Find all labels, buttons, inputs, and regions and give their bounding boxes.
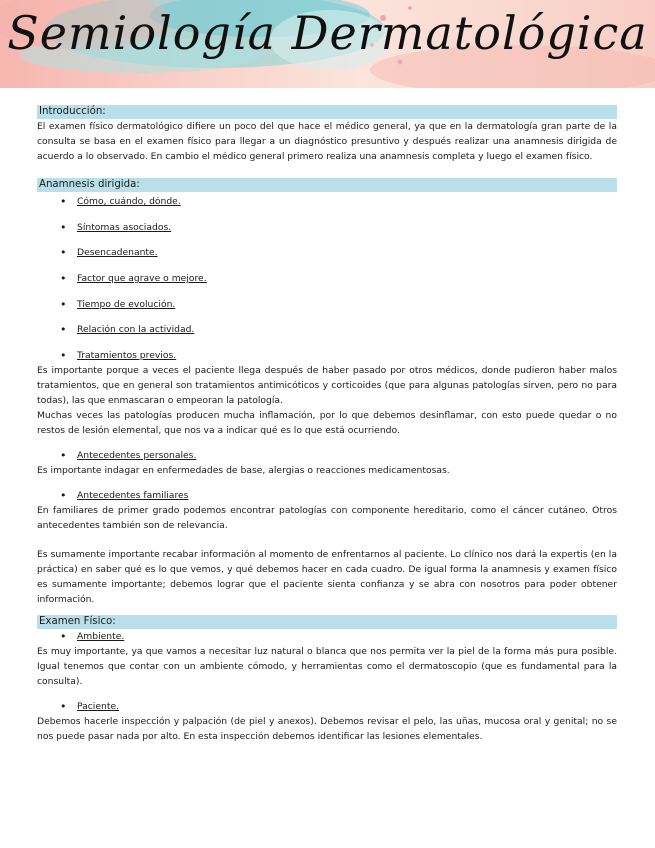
paciente-list	[37, 699, 617, 714]
list-item: • Antecedentes personales.	[77, 448, 617, 463]
document-body	[37, 105, 617, 744]
familiares-text: En familiares de primer grado podemos encontrar patologías con componente hereditario, como el cáncer cutáneo. Otros antecedentes también son de relevancia.	[37, 505, 617, 532]
tratamientos-text-1: Es importante porque a veces el paciente llega después de haber pasado por otros médicos, donde pudieron haber malos tratamientos, que en general son tratamientos antimicóticos y corticoides (que para algunas patologías sirven, pero no para todas), las que enmascaran o empeoran la patología.	[37, 365, 617, 407]
paciente-text: Debemos hacerle inspección y palpación (de piel y anexos). Debemos revisar el pelo, las uñas, mucosa oral y genital; no se nos puede pasar nada por alto. En esta inspección debemos identificar las lesiones elementales.	[37, 716, 617, 743]
header-banner	[0, 0, 655, 88]
list-item: • Desencadenante.	[77, 245, 617, 260]
familiares-list	[37, 488, 617, 503]
personales-text: Es importante indagar en enfermedades de base, alergias o reacciones medicamentosas.	[37, 465, 450, 477]
list-item: • Tiempo de evolución.	[77, 297, 617, 312]
list-item: • Tratamientos previos.	[77, 348, 617, 363]
personales-list	[37, 448, 617, 463]
list-item: • Relación con la actividad.	[77, 322, 617, 337]
section-heading-examen: Examen Físico:	[37, 615, 617, 629]
section-heading-anamnesis: Anamnesis dirigida:	[37, 178, 617, 192]
list-item: • Antecedentes familiares	[77, 488, 617, 503]
ambiente-text: Es muy importante, ya que vamos a necesitar luz natural o blanca que nos permita ver la piel de la forma más pura posible. Igual tenemos que contar con un ambiente cómodo, y herramientas como el dermatoscopio (que es fundamental para la consulta).	[37, 646, 617, 688]
list-item: • Factor que agrave o mejore.	[77, 271, 617, 286]
page-title: Semiología Dermatológica	[7, 6, 648, 60]
list-item: • Síntomas asociados.	[77, 220, 617, 235]
tratamientos-text-2: Muchas veces las patologías producen mucha inflamación, por lo que debemos desinflamar, con esto puede quedar o no restos de lesión elemental, que nos va a indicar qué es lo que está ocurriendo.	[37, 410, 617, 437]
anamnesis-list	[37, 194, 617, 363]
closing-text: Es sumamente importante recabar información al momento de enfrentarnos al paciente. Lo clínico nos dará la expertis (en la práctica) en saber qué es lo que vemos, y qué debemos hacer en cada cuadro. De igual forma la anamnesis y examen físico es sumamente importante; debemos lograr que el paciente sienta confianza y se abra con nosotros para poder obtener información.	[37, 549, 617, 606]
list-item: • Cómo, cuándo, dónde.	[77, 194, 617, 209]
list-item: • Paciente.	[77, 699, 617, 714]
introduccion-text: El examen físico dermatológico difiere un poco del que hace el médico general, ya que en la dermatología gran parte de la consulta se basa en el examen físico para llegar a un diagnóstico presuntivo y después realizar una anamnesis dirigida de acuerdo a lo observado. En cambio el médico general primero realiza una anamnesis completa y luego el examen físico.	[37, 121, 617, 162]
ambiente-list	[37, 629, 617, 644]
list-item: • Ambiente.	[77, 629, 617, 644]
section-heading-introduccion: Introducción:	[37, 105, 617, 119]
